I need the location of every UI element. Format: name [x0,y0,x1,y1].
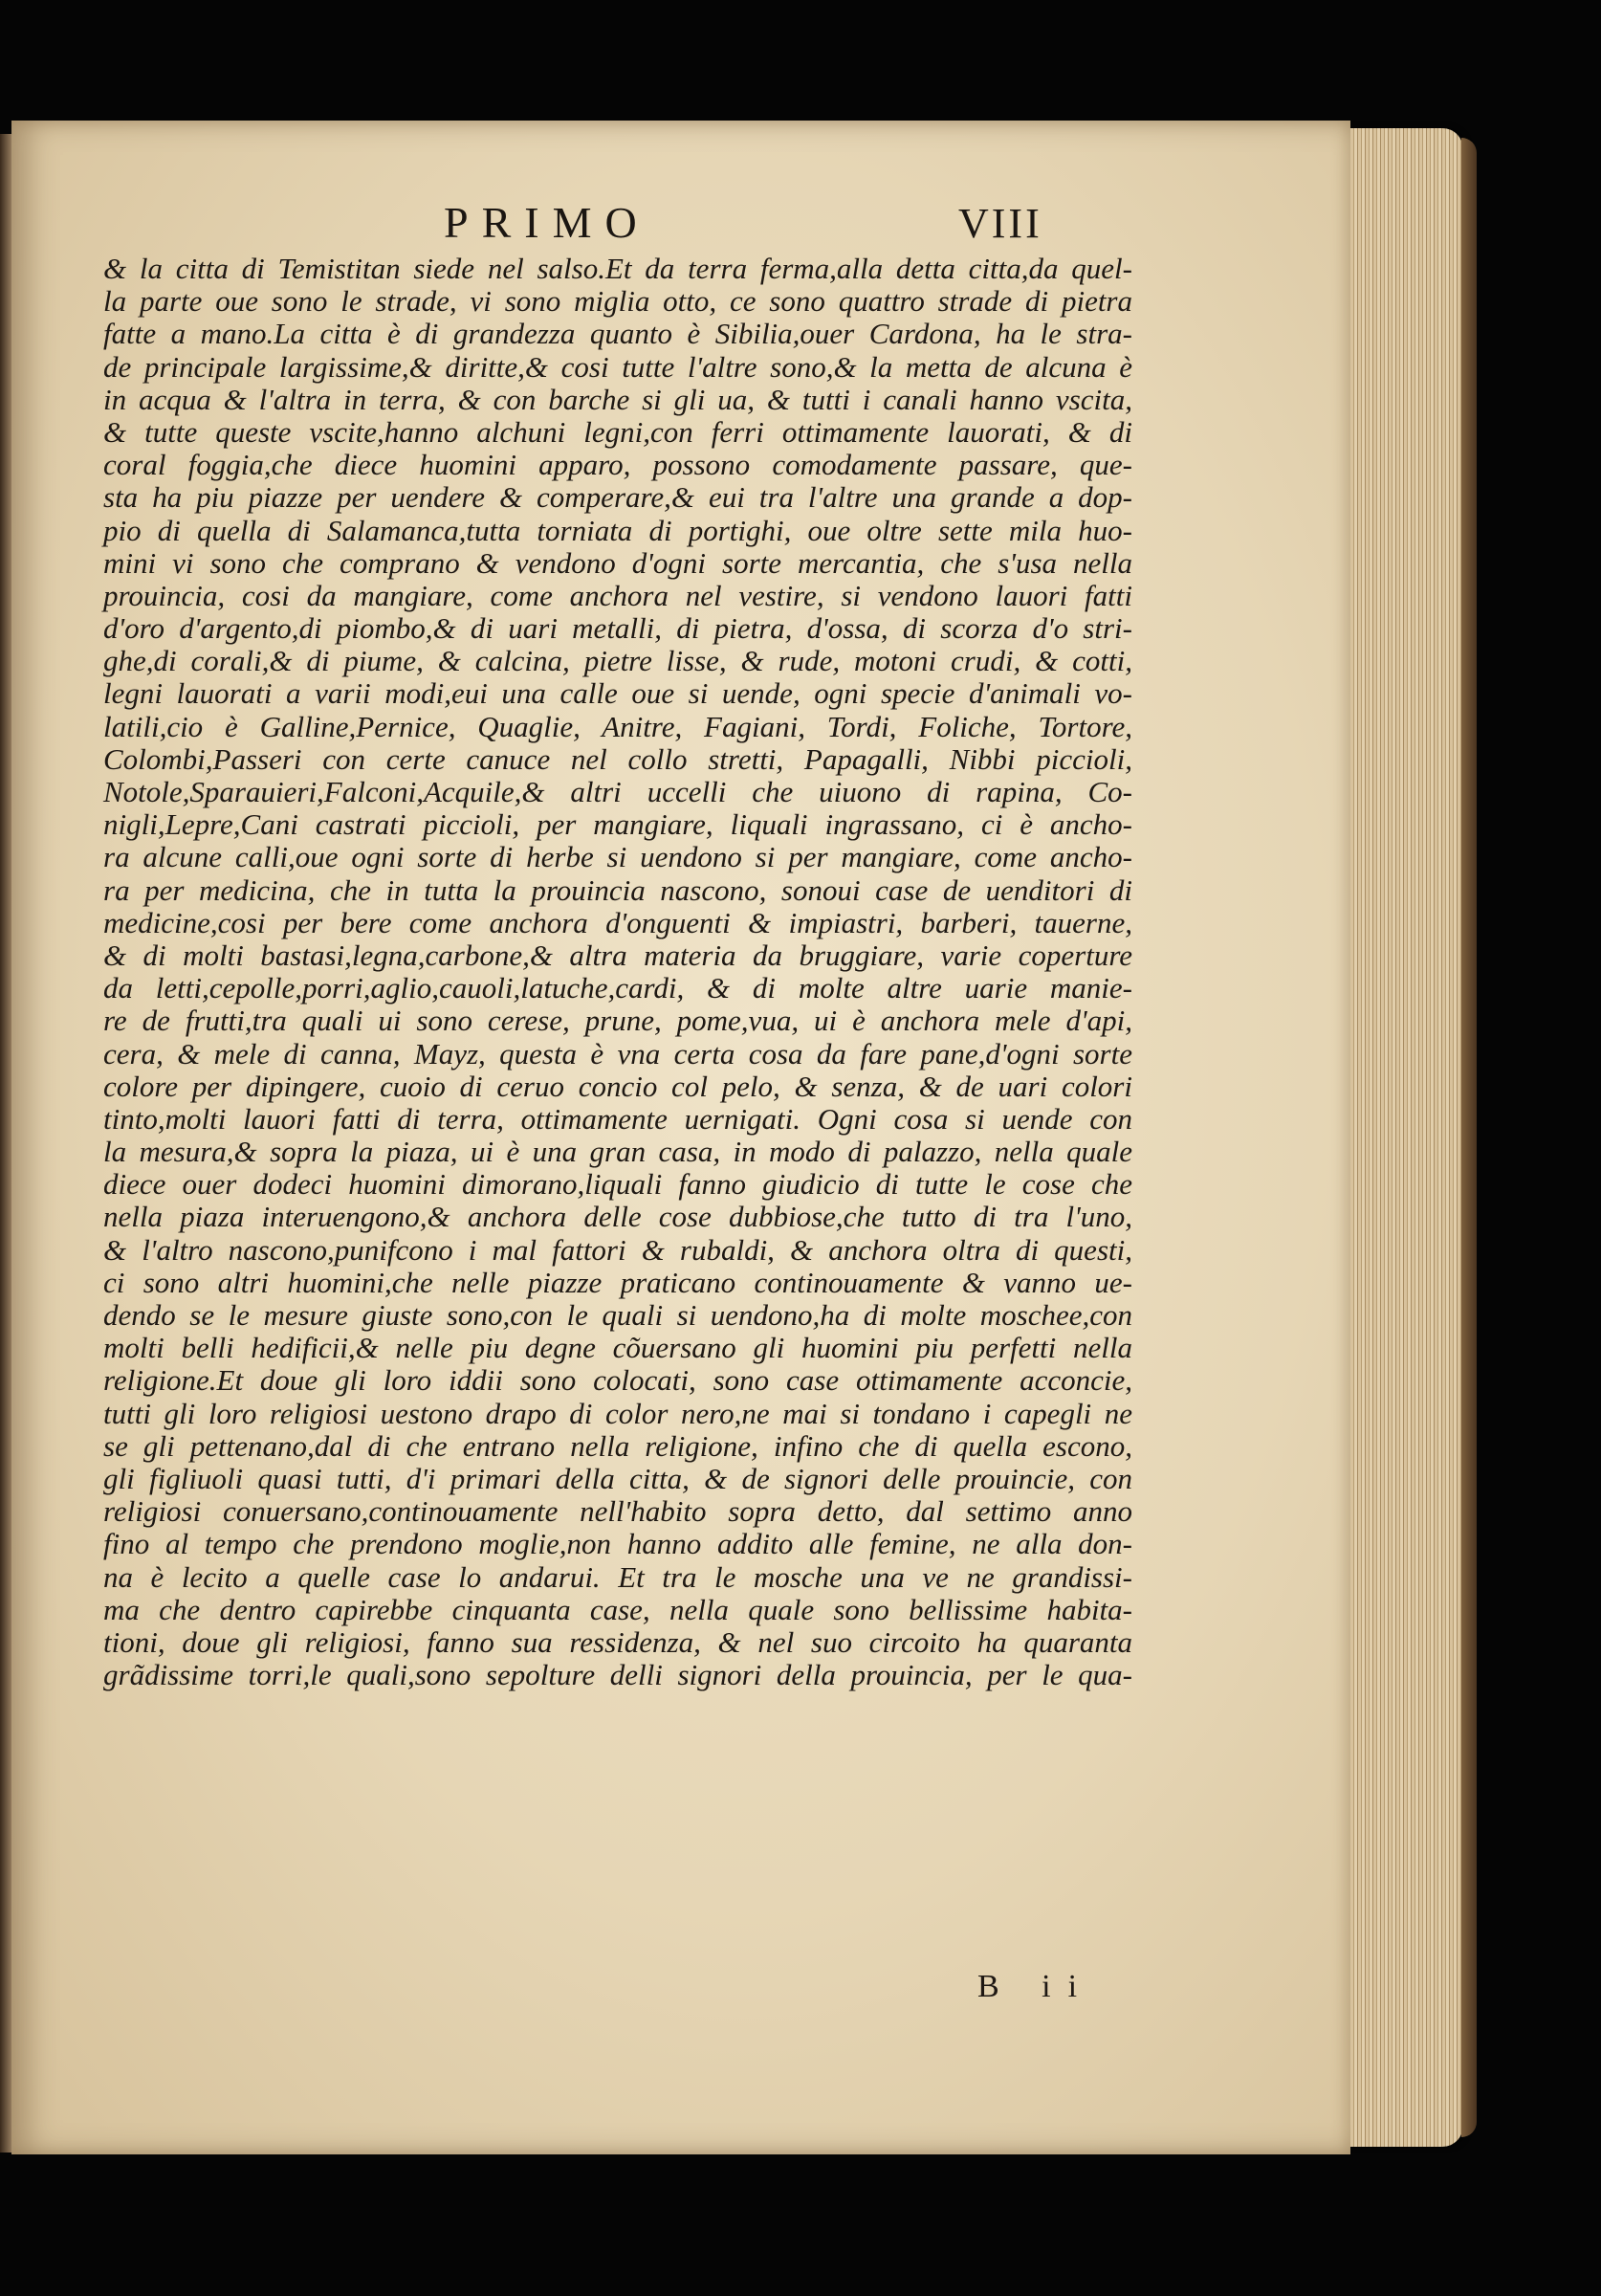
text-line: & di molti bastasi,legna,carbone,& altra materia da bruggiare, varie coperture [103,938,1132,972]
text-line: se gli pettenano,dal di che entrano nella religione, infino che di quella escono, [103,1428,1132,1463]
text-line: fatte a mano.La citta è di grandezza quanto è Sibilia,ouer Cardona, ha le stra- [103,317,1132,351]
text-line: religione.Et doue gli loro iddii sono colocati, sono case ottimamente acconcie, [103,1363,1132,1398]
text-line: de principale largissime,& diritte,& cosi tutte l'altre sono,& la metta de alcuna è [103,349,1132,384]
text-line: medicine,cosi per bere come anchora d'onguenti & impiastri, barberi, tauerne, [103,905,1132,939]
text-line: molti belli hedificii,& nelle piu degne cõuersano gli huomini piu perfetti nella [103,1331,1132,1365]
text-line: mini vi sono che comprano & vendono d'ogni sorte mercantia, che s'usa nella [103,545,1132,580]
text-line: & la citta di Temistitan siede nel salso.Et da terra ferma,alla detta citta,da quel- [103,252,1132,285]
text-line: Colombi,Passeri con certe canuce nel collo stretti, Papagalli, Nibbi piccioli, [103,741,1132,776]
text-line: Notole,Sparauieri,Falconi,Acquile,& altri uccelli che uiuono di rapina, Co- [103,775,1132,808]
text-line: fino al tempo che prendono moglie,non hanno addito alle femine, ne alla don- [103,1527,1132,1561]
text-line: & l'altro nascono,punifcono i mal fattori & rubaldi, & anchora oltra di questi, [103,1232,1132,1267]
text-line: ci sono altri huomini,che nelle piazze praticano continouamente & vanno ue- [103,1265,1132,1299]
text-line: ghe,di corali,& di piume, & calcina, pietre lisse, & rude, motoni crudi, & cotti, [103,644,1132,678]
text-line: legni lauorati a varii modi,eui una calle oue si uende, ogni specie d'animali vo- [103,676,1132,711]
text-line: ma che dentro capirebbe cinquanta case, nella quale sono bellissime habita- [103,1592,1132,1626]
text-line: dendo se le mesure giuste sono,con le quali si uendono,ha di molte moschee,con [103,1298,1132,1332]
text-line: tioni, doue gli religiosi, fanno sua ressidenza, & nel suo circoito ha quaranta [103,1624,1132,1659]
text-line: la mesura,& sopra la piaza, ui è una gran casa, in modo di palazzo, nella quale [103,1135,1132,1169]
text-line: la parte oue sono le strade, vi sono miglia otto, ce sono quattro strade di pietra [103,284,1132,319]
body-text [103,253,1132,1691]
text-line: gli figliuoli quasi tutti, d'i primari della citta, & de signori delle prouincie, con [103,1461,1132,1495]
text-line: tinto,molti lauori fatti di terra, ottimamente uernigati. Ogni cosa si uende con [103,1101,1132,1136]
text-line: nella piaza interuengono,& anchora delle cose dubbiose,che tutto di tra l'uno, [103,1200,1132,1234]
text-line: tutti gli loro religiosi uestono drapo di color nero,ne mai si tondano i capegli ne [103,1396,1132,1430]
text-line: re de frutti,tra quali ui sono cerese, prune, pome,vua, ui è anchora mele d'api, [103,1004,1132,1038]
text-line: sta ha piu piazze per uendere & comperare,& eui tra l'altre una grande a dop- [103,480,1132,515]
text-line: prouincia, cosi da mangiare, come anchora nel vestire, si vendono lauori fatti [103,578,1132,612]
text-line: da letti,cepolle,porri,aglio,cauoli,latuche,cardi, & di molte altre uarie manie- [103,971,1132,1005]
text-line: diece ouer dodeci huomini dimorano,liquali fanno giudicio di tutte le cose che [103,1167,1132,1202]
signature-mark: B ii [977,1969,1095,2004]
text-line: d'oro d'argento,di piombo,& di uari metalli, di pietra, d'ossa, di scorza d'o stri- [103,611,1132,646]
text-line: nigli,Lepre,Cani castrati piccioli, per mangiare, liquali ingrassano, ci è ancho- [103,807,1132,842]
text-line: cera, & mele di canna, Mayz, questa è vna certa cosa da fare pane,d'ogni sorte [103,1036,1132,1071]
text-line: in acqua & l'altra in terra, & con barche si gli ua, & tutti i canali hanno vscita, [103,382,1132,416]
text-line: colore per dipingere, cuoio di ceruo concio col pelo, & senza, & de uari colori [103,1069,1132,1103]
recto-page [11,121,1350,2154]
text-line: ra per medicina, che in tutta la prouincia nascono, sonoui case de uenditori di [103,872,1132,907]
book-spread [0,121,1473,2154]
text-line: coral foggia,che diece huomini apparo, possono comodamente passare, que- [103,448,1132,482]
text-line: latili,cio è Galline,Pernice, Quaglie, Anitre, Fagiani, Tordi, Foliche, Tortore, [103,709,1132,743]
page-header [11,197,1350,254]
text-line: grãdissime torri,le quali,sono sepolture delli signori della prouincia, per le qua- [103,1658,1132,1692]
text-line: & tutte queste vscite,hanno alchuni legni,con ferri ottimamente lauorati, & di [103,414,1132,449]
running-head: PRIMO [444,198,650,247]
text-line: na è lecito a quelle case lo andarui. Et tra le mosche una ve ne grandissi- [103,1559,1132,1594]
text-line: pio di quella di Salamanca,tutta torniata di portighi, oue oltre sette mila huo- [103,513,1132,547]
text-line: ra alcune calli,oue ogni sorte di herbe si uendono si per mangiare, come ancho- [103,840,1132,874]
text-line: religiosi conuersano,continouamente nell'habito sopra detto, dal settimo anno [103,1494,1132,1529]
folio-number: VIII [958,200,1042,247]
